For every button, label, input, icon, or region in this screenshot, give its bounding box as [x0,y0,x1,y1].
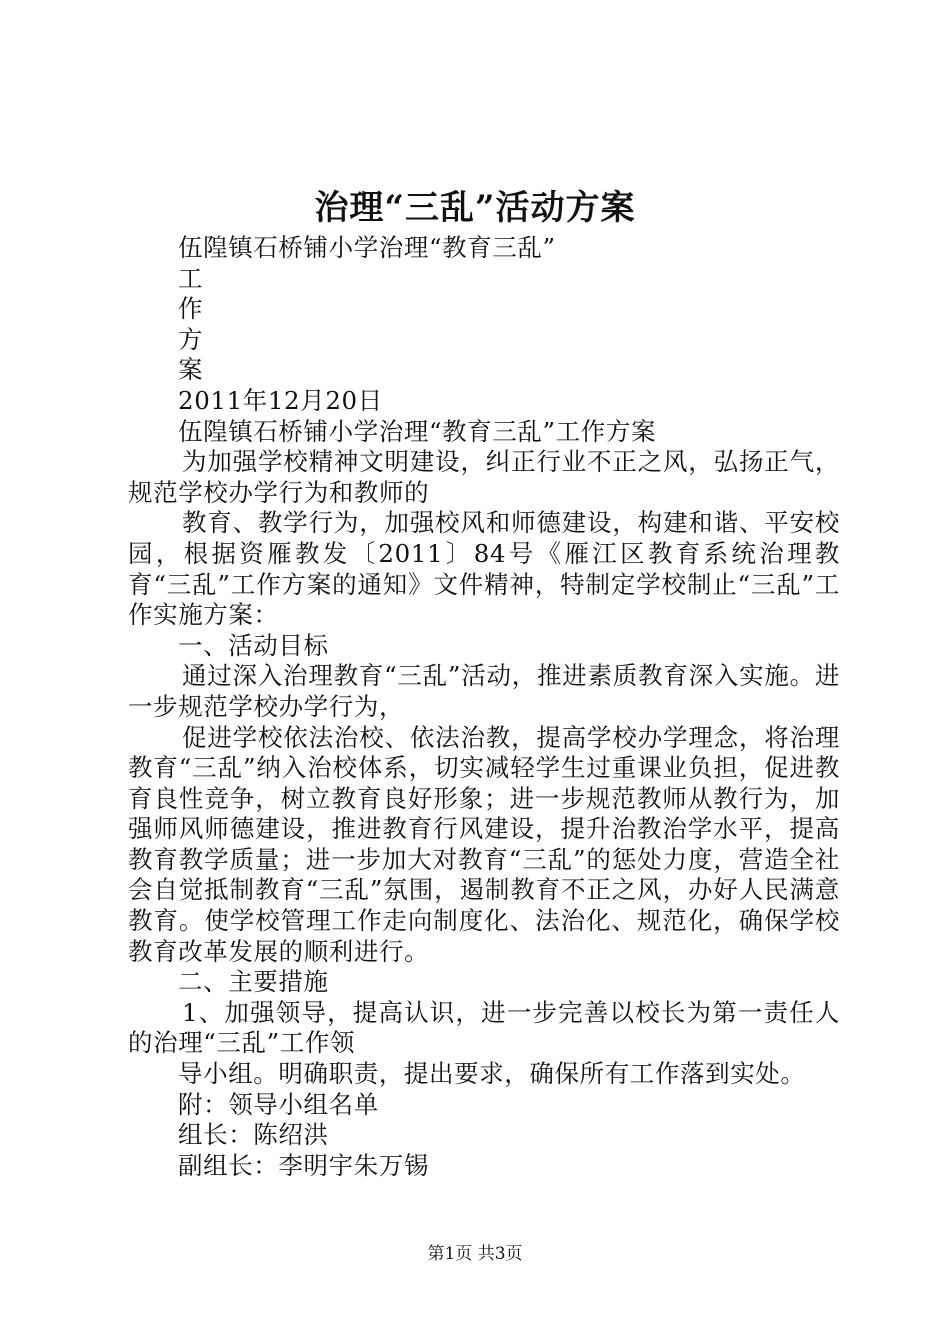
group-deputy: 副组长：李明宇朱万锡 [178,1150,429,1180]
group-leader: 组长：陈绍洪 [178,1120,329,1150]
section-heading: 一、活动目标 [178,630,329,660]
cover-org-line: 伍隍镇石桥铺小学治理“教育三乱” [178,233,556,262]
page-footer: 第1页 共3页 [427,1244,523,1264]
section-paragraph: 1、加强领导，提高认识，进一步完善以校长为第一责任人的治理“三乱”工作领 [128,997,840,1058]
cover-date: 2011年12月20日 [178,385,383,415]
section-heading: 二、主要措施 [178,967,329,997]
plan-heading: 伍隍镇石桥铺小学治理“教育三乱”工作方案 [178,416,657,446]
appendix-label: 附：领导小组名单 [178,1089,379,1119]
intro-paragraph: 教育、教学行为，加强校风和师德建设，构建和谐、平安校园，根据资雁教发〔2011〕84号《雁江区教育系统治理教育“三乱”工作方案的通知》文件精神，特制定学校制止“三乱”工作实施方案： [128,508,840,630]
intro-paragraph: 为加强学校精神文明建设，纠正行业不正之风，弘扬正气，规范学校办学行为和教师的 [128,447,840,507]
cover-vertical-char: 工 [178,263,204,293]
document-body [128,233,840,1181]
cover-vertical-char: 作 [178,294,204,324]
section-paragraph: 促进学校依法治校、依法治教，提高学校办学理念，将治理教育“三乱”纳入治校体系，切实减轻学生过重课业负担，促进教育良性竞争，树立教育良好形象；进一步规范教师从教行为，加强师风师德建设，推进教育行风建设，提升治教治学水平，提高教育教学质量；进一步加大对教育“三乱”的惩处力度，营造全社会自觉抵制教育“三乱”氛围，遏制教育不正之风，办好人民满意教育。使学校管理工作走向制度化、法治化、规范化，确保学校教育改革发展的顺利进行。 [128,722,840,966]
section-paragraph: 导小组。明确职责，提出要求，确保所有工作落到实处。 [178,1059,806,1089]
document-title: 治理“三乱”活动方案 [314,188,636,228]
cover-vertical-char: 案 [178,355,204,385]
section-paragraph: 通过深入治理教育“三乱”活动，推进素质教育深入实施。进一步规范学校办学行为， [128,661,840,721]
cover-vertical-char: 方 [178,324,204,354]
